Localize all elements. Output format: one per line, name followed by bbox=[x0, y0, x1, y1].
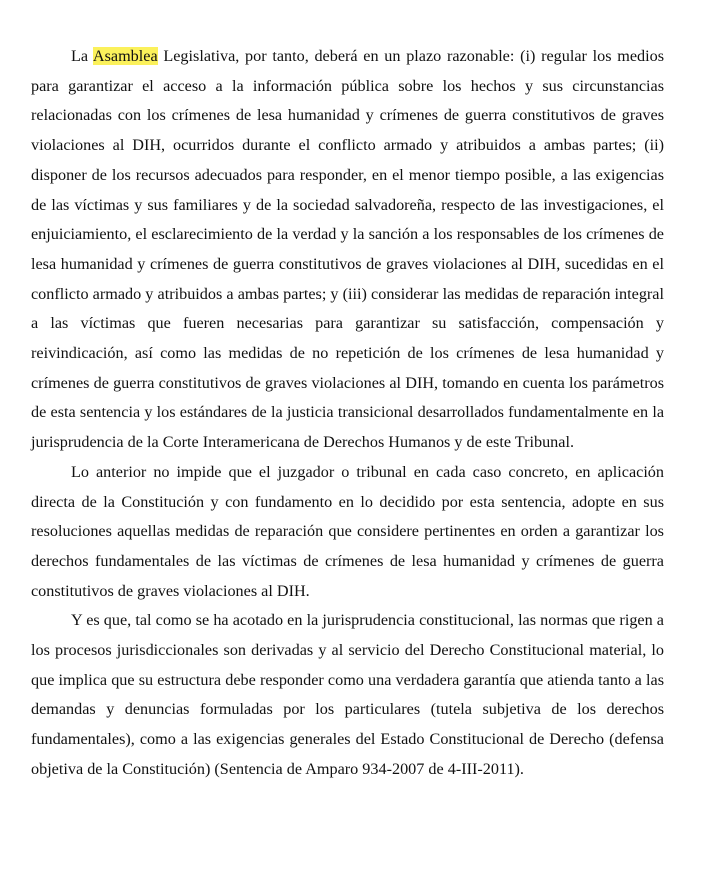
paragraph-1 bbox=[31, 42, 664, 458]
document-page bbox=[31, 42, 664, 785]
paragraph-1-lead: La bbox=[71, 47, 93, 65]
paragraph-1-body: Legislativa, por tanto, deberá en un plazo razonable: (i) regular los medios para garantizar el acceso a la información pública sobre los hechos y sus circunstancias relacionadas con los crímenes de lesa humanidad y crímenes de guerra constitutivos de graves violaciones al DIH, ocurridos durante el conflicto armado y atribuidos a ambas partes; (ii) disponer de los recursos adecuados para responder, en el menor tiempo posible, a las exigencias de las víctimas y sus familiares y de la sociedad salvadoreña, respecto de las investigaciones, el enjuiciamiento, el esclarecimiento de la verdad y la sanción a los responsables de los crímenes de lesa humanidad y crímenes de guerra constitutivos de graves violaciones al DIH, sucedidas en el conflicto armado y atribuidos a ambas partes; y (iii) considerar las medidas de reparación integral a las víctimas que fueren necesarias para garantizar su satisfacción, compensación y reivindicación, así como las medidas de no repetición de los crímenes de lesa humanidad y crímenes de guerra constitutivos de graves violaciones al DIH, tomando en cuenta los parámetros de esta sentencia y los estándares de la justicia transicional desarrollados fundamentalmente en la jurisprudencia de la Corte Interamericana de Derechos Humanos y de este Tribunal. bbox=[31, 47, 664, 452]
paragraph-3: Y es que, tal como se ha acotado en la jurisprudencia constitucional, las normas que rigen a los procesos jurisdiccionales son derivadas y al servicio del Derecho Constitucional material, lo que implica que su estructura debe responder como una verdadera garantía que atienda tanto a las demandas y denuncias formuladas por los particulares (tutela subjetiva de los derechos fundamentales), como a las exigencias generales del Estado Constitucional de Derecho (defensa objetiva de la Constitución) (Sentencia de Amparo 934-2007 de 4-III-2011). bbox=[31, 611, 664, 778]
highlighted-word[interactable]: Asamblea bbox=[92, 47, 158, 65]
paragraph-2: Lo anterior no impide que el juzgador o tribunal en cada caso concreto, en aplicación directa de la Constitución y con fundamento en lo decidido por esta sentencia, adopte en sus resoluciones aquellas medidas de reparación que considere pertinentes en orden a garantizar los derechos fundamentales de las víctimas de crímenes de lesa humanidad y crímenes de guerra constitutivos de graves violaciones al DIH. bbox=[31, 462, 664, 600]
